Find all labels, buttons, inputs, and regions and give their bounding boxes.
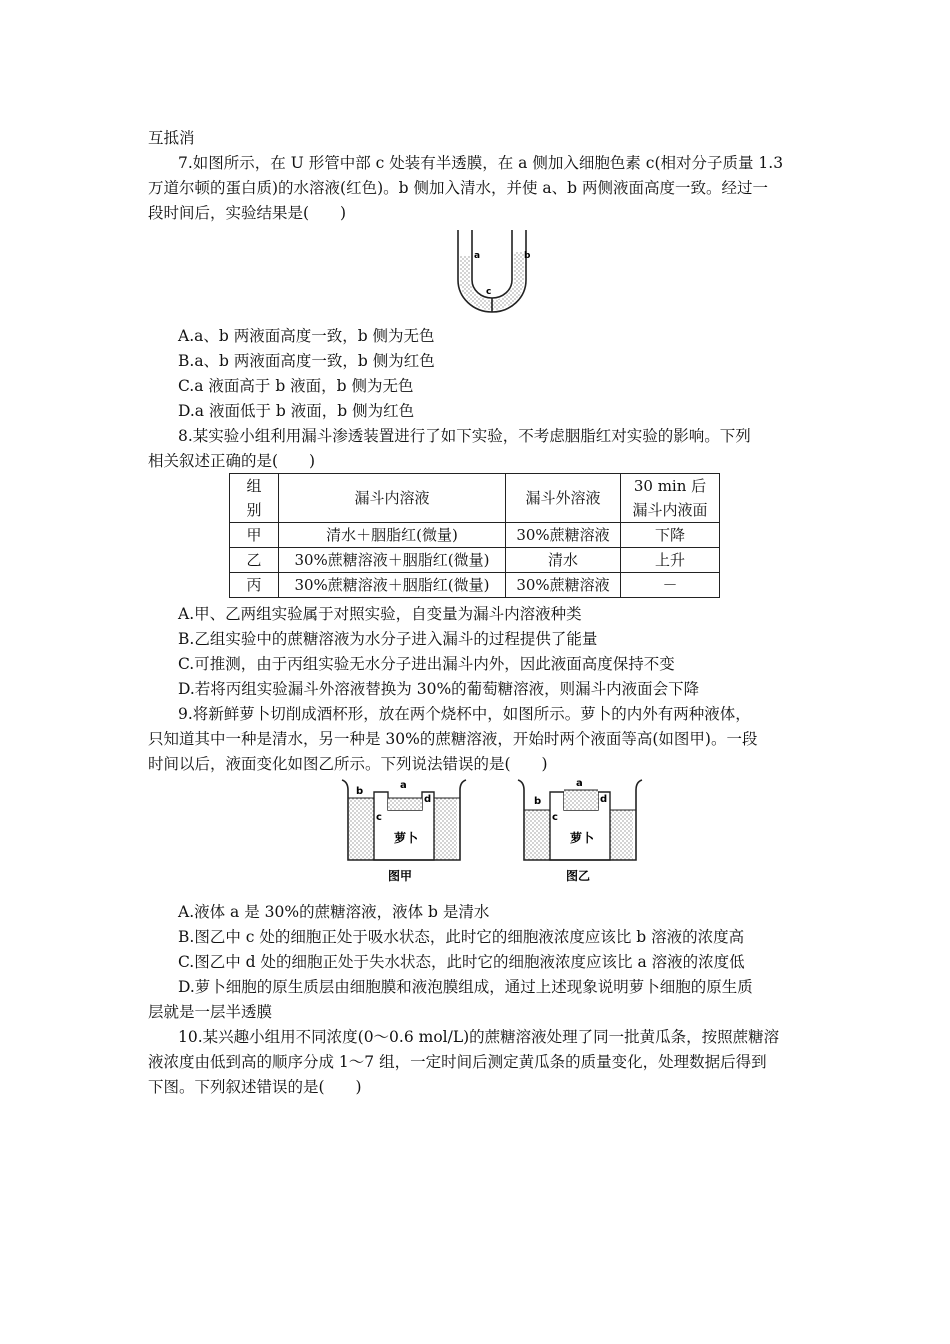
label-a: a bbox=[400, 780, 407, 791]
option-A: A.甲、乙两组实验属于对照实验，自变量为漏斗内溶液种类 bbox=[178, 605, 582, 623]
header-text: 30 min 后 bbox=[633, 477, 707, 495]
table-cell: 上升 bbox=[621, 548, 720, 573]
option-B: B.图乙中 c 处的细胞正处于吸水状态，此时它的细胞液浓度应该比 b 溶液的浓度高 bbox=[178, 928, 745, 946]
table-row bbox=[230, 523, 720, 548]
option-B: B.a、b 两液面高度一致，b 侧为红色 bbox=[178, 352, 435, 370]
label-c: c bbox=[376, 812, 382, 823]
table-cell: － bbox=[621, 573, 720, 598]
table-header-cell: 漏斗内溶液 bbox=[279, 474, 506, 523]
question-10-stem: 10.某兴趣小组用不同浓度(0～0.6 mol/L)的蔗糖溶液处理了同一批黄瓜条，按照蔗糖溶 bbox=[178, 1028, 780, 1046]
question-10-stem: 下图。下列叙述错误的是( ) bbox=[148, 1078, 362, 1096]
table-row bbox=[230, 548, 720, 573]
option-D-continued: 层就是一层半透膜 bbox=[148, 1003, 273, 1021]
option-B: B.乙组实验中的蔗糖溶液为水分子进入漏斗的过程提供了能量 bbox=[178, 630, 598, 648]
text-line: 互抵消 bbox=[148, 129, 195, 147]
question-10-stem: 液浓度由低到高的顺序分成 1～7 组，一定时间后测定黄瓜条的质量变化，处理数据后得到 bbox=[148, 1053, 767, 1071]
table-cell: 甲 bbox=[230, 523, 279, 548]
option-C: C.a 液面高于 b 液面，b 侧为无色 bbox=[178, 377, 414, 395]
option-C: C.可推测，由于丙组实验无水分子进出漏斗内外，因此液面高度保持不变 bbox=[178, 655, 675, 673]
radish-label: 萝卜 bbox=[570, 831, 595, 845]
table-header-row bbox=[230, 474, 720, 523]
question-7-stem: 段时间后，实验结果是( ) bbox=[148, 204, 347, 222]
option-A: A.液体 a 是 30%的蔗糖溶液，液体 b 是清水 bbox=[178, 903, 490, 921]
table-cell: 清水 bbox=[506, 548, 621, 573]
table-header-cell bbox=[621, 474, 720, 523]
experiment-table bbox=[229, 473, 720, 598]
header-text: 别 bbox=[246, 501, 262, 519]
label-c: c bbox=[486, 287, 492, 297]
label-b: b bbox=[356, 786, 364, 797]
table-cell: 30%蔗糖溶液＋胭脂红(微量) bbox=[279, 573, 506, 598]
table-cell: 丙 bbox=[230, 573, 279, 598]
option-A: A.a、b 两液面高度一致，b 侧为无色 bbox=[178, 327, 435, 345]
label-c: c bbox=[552, 812, 558, 823]
header-text: 组 bbox=[246, 477, 262, 495]
table-header-cell: 漏斗外溶液 bbox=[506, 474, 621, 523]
label-d: d bbox=[600, 794, 608, 805]
beaker-figure-yi bbox=[514, 776, 646, 886]
option-D: D.若将丙组实验漏斗外溶液替换为 30%的葡萄糖溶液，则漏斗内液面会下降 bbox=[178, 680, 700, 698]
option-D: D.a 液面低于 b 液面，b 侧为红色 bbox=[178, 402, 415, 420]
table-cell: 下降 bbox=[621, 523, 720, 548]
table-header-cell bbox=[230, 474, 279, 523]
table-cell: 清水＋胭脂红(微量) bbox=[279, 523, 506, 548]
table-cell: 30%蔗糖溶液＋胭脂红(微量) bbox=[279, 548, 506, 573]
question-7-stem: 7.如图所示，在 U 形管中部 c 处装有半透膜，在 a 侧加入细胞色素 c(相对分子质量 1.3 bbox=[178, 154, 784, 172]
beaker-figure-jia bbox=[338, 776, 470, 886]
question-8-stem: 8.某实验小组利用漏斗渗透装置进行了如下实验，不考虑胭脂红对实验的影响。下列 bbox=[178, 427, 751, 445]
question-8-stem: 相关叙述正确的是( ) bbox=[148, 452, 316, 470]
table-row bbox=[230, 573, 720, 598]
table-cell: 30%蔗糖溶液 bbox=[506, 523, 621, 548]
u-tube-figure bbox=[452, 228, 532, 314]
question-9-stem: 只知道其中一种是清水，另一种是 30%的蔗糖溶液，开始时两个液面等高(如图甲)。一段 bbox=[148, 730, 758, 748]
question-9-stem: 时间以后，液面变化如图乙所示。下列说法错误的是( ) bbox=[148, 755, 548, 773]
figure-caption: 图甲 bbox=[388, 869, 413, 883]
option-C: C.图乙中 d 处的细胞正处于失水状态，此时它的细胞液浓度应该比 a 溶液的浓度低 bbox=[178, 953, 745, 971]
question-7-stem: 万道尔顿的蛋白质)的水溶液(红色)。b 侧加入清水，并使 a、b 两侧液面高度一致。经过一 bbox=[148, 179, 769, 197]
option-D: D.萝卜细胞的原生质层由细胞膜和液泡膜组成，通过上述现象说明萝卜细胞的原生质 bbox=[178, 978, 753, 996]
label-d: d bbox=[424, 794, 432, 805]
label-b: b bbox=[534, 796, 542, 807]
table-cell: 乙 bbox=[230, 548, 279, 573]
header-text: 漏斗内液面 bbox=[632, 501, 708, 519]
radish-label: 萝卜 bbox=[394, 831, 419, 845]
label-a: a bbox=[576, 778, 583, 789]
table-cell: 30%蔗糖溶液 bbox=[506, 573, 621, 598]
label-a: a bbox=[474, 251, 481, 261]
figure-caption: 图乙 bbox=[566, 869, 591, 883]
label-b: b bbox=[524, 251, 531, 261]
question-9-stem: 9.将新鲜萝卜切削成酒杯形，放在两个烧杯中，如图所示。萝卜的内外有两种液体， bbox=[178, 705, 751, 723]
